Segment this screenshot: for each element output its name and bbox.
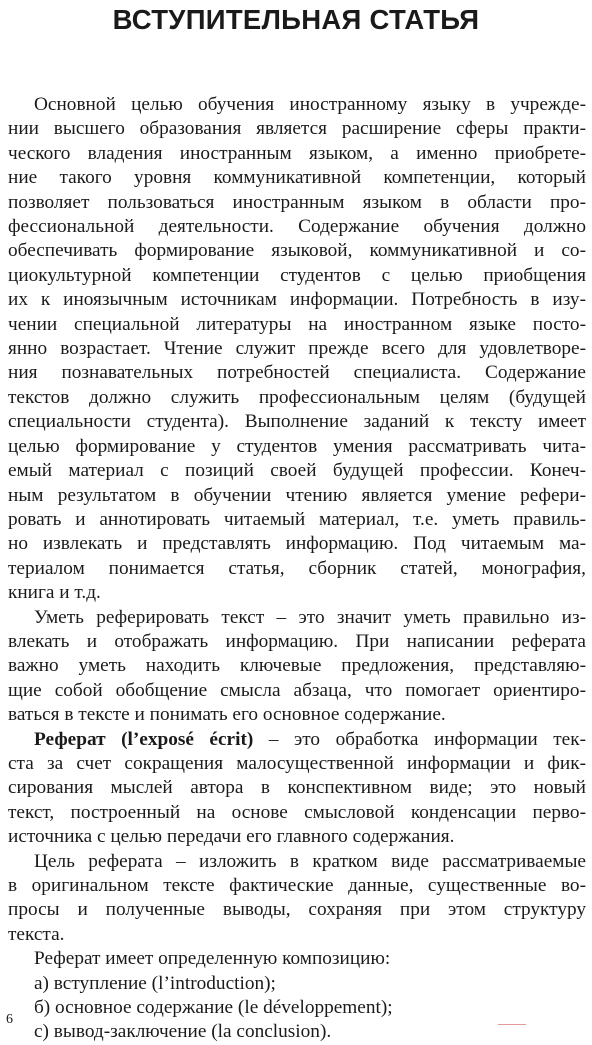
paragraph-intro: [8, 93, 586, 606]
composition-item: а) вступление (l’introduction);: [34, 972, 276, 994]
term-bold: Реферат (l’exposé écrit): [34, 728, 254, 750]
text-line: ния познавательных потребностей специалиста. Содержание: [8, 362, 586, 384]
paragraph-summarizing: [8, 606, 586, 728]
text-line: Основной целью обучения иностранному языку в учрежде-: [34, 94, 586, 115]
text-line: нии высшего образования является расширение сферы практи-: [8, 118, 586, 140]
text-line: чении специальной литературы на иностранном языке посто-: [8, 313, 586, 335]
text-line: щие собой обобщение смысла абзаца, что помогает ориентиро-: [8, 679, 586, 701]
composition-item: б) основное содержание (le développement);: [34, 997, 393, 1019]
term-definition-start: – это обработка информации тек-: [253, 728, 587, 750]
text-line: ровать и аннотировать читаемый материал, т.е. уметь правиль-: [8, 508, 586, 530]
text-line: обеспечивать формирование языковой, коммуникативной и со-: [8, 240, 586, 262]
text-line: просы и полученные выводы, сохраняя при этом структуру: [8, 899, 586, 921]
text-line: книга и т.д.: [8, 582, 101, 604]
text-line: циокультурной компетенции студентов с целью приобщения: [8, 264, 586, 286]
text-line: Реферат имеет определенную композицию:: [34, 948, 391, 970]
article-body: [8, 93, 586, 1045]
paragraph-goal: [8, 850, 586, 948]
text-line: Уметь реферировать текст – это значит уметь правильно из-: [34, 606, 586, 628]
text-line: текстов должно служить профессиональным целям (будущей: [8, 386, 586, 408]
composition-item: с) вывод-заключение (la conclusion).: [34, 1021, 332, 1043]
text-line: целью формирование у студентов умения рассматривать чита-: [8, 435, 586, 457]
text-line: в оригинальном тексте фактические данные, существенные во-: [8, 875, 586, 896]
text-line: ста за счет сокращения малосущественной информации и фик-: [8, 752, 586, 774]
text-line: специальности студента). Выполнение заданий к тексту имеет: [8, 411, 586, 433]
text-line: сирования мыслей автора в конспективном виде; это новый: [8, 777, 586, 799]
page-number: 6: [6, 1012, 13, 1027]
text-line: фессиональной деятельности. Содержание обучения должно: [8, 216, 586, 238]
text-line: ным результатом в обучении чтению является умение рефери-: [8, 484, 586, 506]
text-line: Цель реферата – изложить в кратком виде рассматриваемые: [34, 850, 586, 872]
text-line: емый материал с позиций своей будущей профессии. Конеч-: [8, 460, 586, 482]
text-line: ваться в тексте и понимать его основное содержание.: [8, 704, 446, 726]
text-line: янно возрастает. Чтение служит прежде всего для удовлетворе-: [8, 338, 586, 360]
scan-mark: [498, 1024, 526, 1025]
text-line: териалом понимается статья, сборник статей, монография,: [8, 557, 586, 579]
paragraph-composition: [8, 947, 586, 1045]
text-line: но извлекать и представлять информацию. Под читаемым ма-: [8, 533, 586, 555]
text-line: их к иноязычным источникам информации. Потребность в изу-: [8, 289, 586, 311]
text-line: ческого владения иностранным языком, а именно приобрете-: [8, 142, 586, 164]
paragraph-definition: [8, 728, 586, 850]
text-line: текст, построенный на основе смысловой конденсации перво-: [8, 801, 586, 823]
text-line: источника с целью передачи его главного содержания.: [8, 826, 455, 848]
text-line: важно уметь находить ключевые предложения, представляю-: [8, 655, 586, 677]
text-line: позволяет пользоваться иностранным языком в области про-: [8, 191, 586, 213]
page-title: ВСТУПИТЕЛЬНАЯ СТАТЬЯ: [112, 4, 480, 35]
text-line: текста.: [8, 923, 65, 945]
text-line: ние такого уровня коммуникативной компетенции, который: [8, 167, 586, 189]
text-line: влекать и отображать информацию. При написании реферата: [8, 630, 586, 652]
text-line: [8, 728, 586, 752]
